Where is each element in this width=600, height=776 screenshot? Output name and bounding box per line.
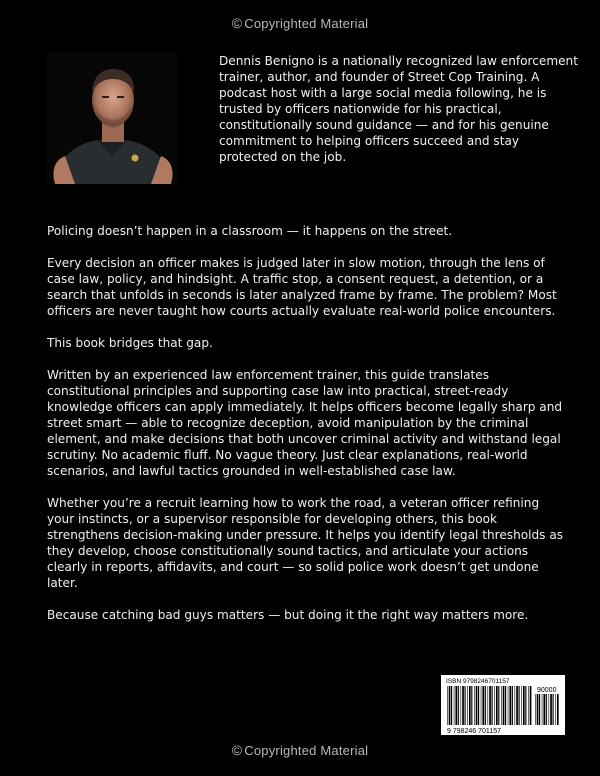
watermark-text: Copyrighted Material [244,743,369,758]
paragraph-problem: Every decision an officer makes is judged later in slow motion, through the lens of case law, policy, and hindsight. A traffic stop, a consent request, a detention, or a search that unfolds in seconds is later analyzed frame by frame. The problem? Most officers are never taught how courts actually evaluate real-world police encounters. [47,256,557,318]
price-code: 90000 [537,687,557,694]
paragraph-closing: Because catching bad guys matters — but doing it the right way matters more. [47,608,529,622]
copyright-icon: © [231,742,243,758]
paragraph-bridge: This book bridges that gap. [47,336,213,350]
barcode-addon-bars [535,694,559,725]
book-description [47,223,567,639]
barcode-bars [447,686,531,725]
watermark-bottom [0,742,600,758]
watermark-text: Copyrighted Material [244,16,369,31]
barcode-graphic [441,675,565,735]
author-portrait-image [47,52,177,184]
barcode-digits: 9 798246 701157 [447,728,501,735]
watermark-top [0,15,600,31]
paragraph-intro: Policing doesn’t happen in a classroom — it happens on the street. [47,224,453,238]
paragraph-guide: Written by an experienced law enforcement trainer, this guide translates constitutional principles and supporting case law into practical, street-ready knowledge officers can apply immediately. It helps officers become legally sharp and street smart — able to recognize deception, avoid manipulation by the criminal element, and make decisions that both uncover criminal activity and withstand legal scrutiny. No academic fluff. No vague theory. Just clear explanations, real-world scenarios, and lawful tactics grounded in well-established case law. [47,368,563,478]
copyright-icon: © [231,15,243,31]
paragraph-audience: Whether you’re a recruit learning how to work the road, a veteran officer refining your instincts, or a supervisor responsible for developing others, this book strengthens decision-making under pressure. It helps you identify legal thresholds as they develop, choose constitutionally sound tactics, and articulate your actions clearly in reports, affidavits, and court — so solid police work doesn’t get undone later. [47,496,564,590]
isbn-label: ISBN 9798246701157 [446,678,510,685]
isbn-barcode [441,675,565,735]
author-bio: Dennis Benigno is a nationally recognized law enforcement trainer, author, and founder of Street Cop Training. A podcast host with a large social media following, he is trusted by officers nationwide for his practical, constitutionally sound guidance — and for his genuine commitment to helping officers succeed and stay protected on the job. [219,54,578,164]
author-photo [47,52,177,184]
